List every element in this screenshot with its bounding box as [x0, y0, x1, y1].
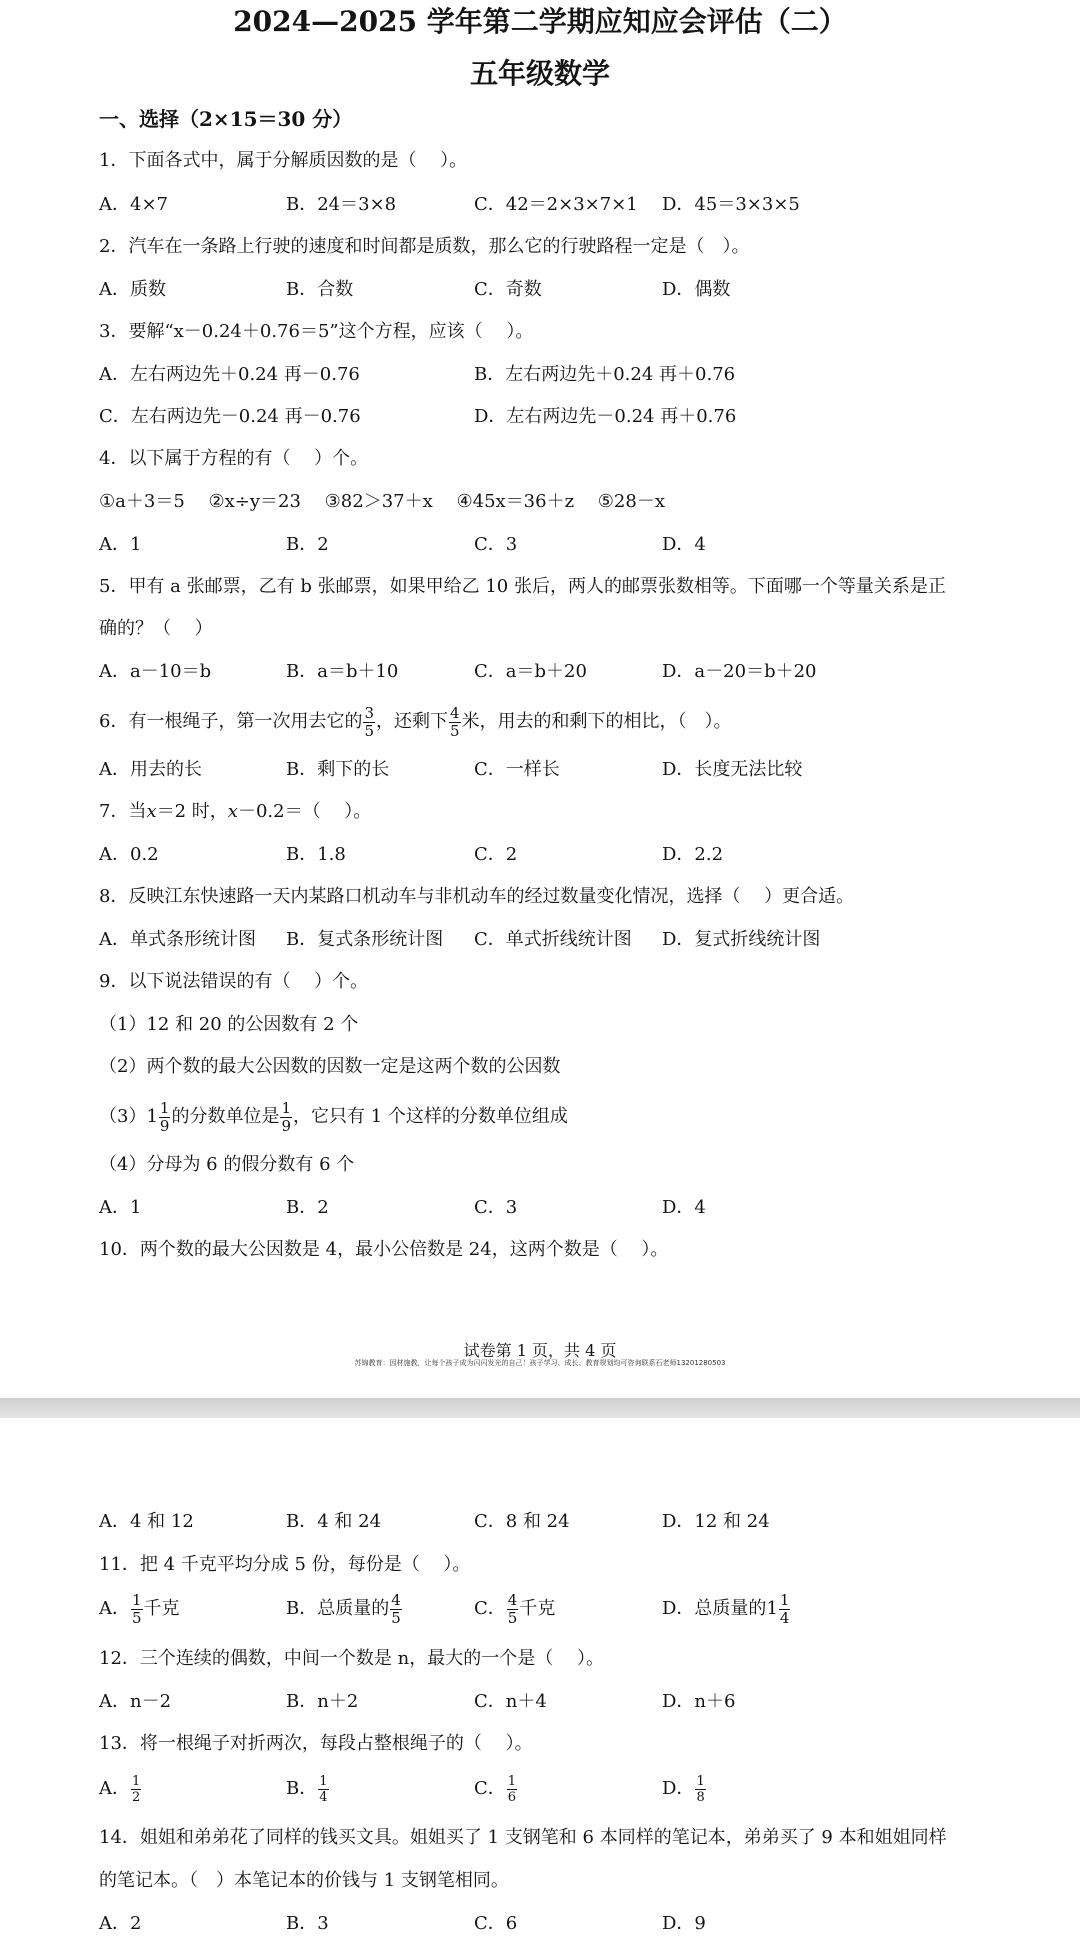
question-2: 2．汽车在一条路上行驶的速度和时间都是质数，那么它的行驶路程一定是（ ）。 [99, 236, 750, 257]
q6-frac1-denominator: 5 [364, 721, 374, 740]
q11-c-unit: 千克 [519, 1598, 556, 1619]
q12-option-c: C．n＋4 [474, 1691, 547, 1712]
q6-option-c: C．一样长 [474, 759, 560, 780]
exam-title: 2024—2025 学年第二学期应知应会评估（二） [233, 5, 847, 38]
q9-s3-unit-fraction [280, 1100, 292, 1135]
question-6 [99, 702, 732, 742]
q4-items: ①a＋3＝5 ②x÷y＝23 ③82＞37＋x ④45x＝36＋z ⑤28－x [99, 491, 665, 512]
q9-s3-mixed-fraction [159, 1100, 171, 1135]
q3-option-a: A．左右两边先＋0.24 再－0.76 [99, 364, 360, 385]
q13-option-d [662, 1769, 707, 1809]
exam-subtitle: 五年级数学 [469, 57, 610, 90]
q7-option-b: B．1.8 [286, 844, 346, 865]
q11-option-b [286, 1589, 403, 1629]
q6-frac2-numerator: 4 [450, 703, 460, 722]
q2-option-a: A．质数 [99, 279, 166, 300]
q13-c-numerator: 1 [507, 1773, 517, 1789]
q11-d-whole: 1 [766, 1598, 778, 1619]
q13-b-label: B． [286, 1778, 318, 1799]
q9-s3-unit-denominator: 9 [281, 1116, 291, 1135]
q6-frac1-numerator: 3 [364, 703, 374, 722]
q11-a-label: A． [99, 1598, 130, 1619]
q5-option-a: A．a－10＝b [99, 661, 212, 682]
q9-option-a: A．1 [99, 1197, 142, 1218]
q13-a-label: A． [99, 1778, 130, 1799]
q13-b-numerator: 1 [319, 1773, 328, 1789]
q6-option-b: B．剩下的长 [286, 759, 390, 780]
question-14-line-2: 的笔记本。（ ）本笔记本的价钱与 1 支钢笔相同。 [99, 1870, 509, 1891]
q13-option-a [99, 1769, 142, 1809]
question-12: 12．三个连续的偶数，中间一个数是 n，最大的一个是（ ）。 [99, 1648, 604, 1669]
page-footnote: 苏锦教育：因材施教，让每个孩子成为闪闪发光的自己！孩子学习、成长、教育规划均可咨询联系石老师13201280503 [354, 1359, 726, 1367]
q2-option-b: B．合数 [286, 279, 354, 300]
q8-option-b: B．复式条形统计图 [286, 929, 444, 950]
question-3: 3．要解“x－0.24＋0.76＝5”这个方程，应该（ ）。 [99, 321, 534, 342]
q13-a-numerator: 1 [132, 1773, 141, 1789]
q6-option-a: A．用去的长 [99, 759, 202, 780]
q13-a-fraction [131, 1774, 141, 1805]
q9-s3-mixed-whole: 1 [146, 1106, 158, 1127]
q12-option-d: D．n＋6 [662, 1691, 736, 1712]
question-5-line-2: 确的？（ ） [99, 618, 213, 639]
q9-option-d: D．4 [662, 1197, 706, 1218]
q6-option-d: D．长度无法比较 [662, 759, 803, 780]
q4-option-c: C．3 [474, 534, 518, 555]
q13-option-c [474, 1769, 518, 1809]
q7-option-d: D．2.2 [662, 844, 724, 865]
q10-option-c: C．8 和 24 [474, 1511, 570, 1532]
q3-option-c: C．左右两边先－0.24 再－0.76 [99, 406, 361, 427]
q1-option-b: B．24＝3×8 [286, 194, 397, 215]
section-heading: 一、选择（2×15＝30 分） [99, 107, 353, 131]
q7-variable-x-2: x [227, 801, 238, 822]
question-4: 4．以下属于方程的有（ ）个。 [99, 448, 369, 469]
q7-variable-x: x [146, 801, 157, 822]
question-14-line-1: 14．姐姐和弟弟花了同样的钱买文具。姐姐买了 1 支钢笔和 6 本同样的笔记本，弟弟买了 9 本和姐姐同样 [99, 1827, 947, 1848]
q14-option-b: B．3 [286, 1913, 329, 1934]
q4-option-d: D．4 [662, 534, 706, 555]
q9-s3-unit-numerator: 1 [281, 1098, 291, 1117]
q9-s3-text-a: （3） [99, 1106, 147, 1127]
q9-statement-4: （4）分母为 6 的假分数有 6 个 [99, 1154, 355, 1175]
q11-c-fraction [507, 1592, 519, 1627]
q11-b-label: B．总质量的 [286, 1598, 390, 1619]
q13-d-fraction [695, 1774, 705, 1805]
q3-option-b: B．左右两边先＋0.24 再＋0.76 [474, 364, 736, 385]
q7-text-a: 7．当 [99, 801, 147, 822]
q8-option-d: D．复式折线统计图 [662, 929, 821, 950]
q8-option-c: C．单式折线统计图 [474, 929, 632, 950]
q11-a-denominator: 5 [132, 1608, 142, 1627]
q5-option-c: C．a＝b＋20 [474, 661, 587, 682]
q7-text-b: ＝2 时， [156, 801, 228, 822]
q11-d-denominator: 4 [779, 1608, 790, 1627]
q13-c-label: C． [474, 1778, 506, 1799]
q7-option-c: C．2 [474, 844, 518, 865]
q1-option-c: C．42＝2×3×7×1 [474, 194, 638, 215]
q9-option-b: B．2 [286, 1197, 329, 1218]
q14-option-c: C．6 [474, 1913, 518, 1934]
q10-option-d: D．12 和 24 [662, 1511, 770, 1532]
q9-s3-text-c: ，它只有 1 个这样的分数单位组成 [293, 1106, 568, 1127]
q9-statement-1: （1）12 和 20 的公因数有 2 个 [99, 1014, 359, 1035]
question-10: 10．两个数的最大公因数是 4，最小公倍数是 24，这两个数是（ ）。 [99, 1239, 669, 1260]
q9-s3-mixed-denominator: 9 [159, 1116, 170, 1135]
q13-c-fraction [507, 1774, 517, 1805]
q8-option-a: A．单式条形统计图 [99, 929, 256, 950]
q11-option-d [662, 1589, 791, 1629]
q6-text-a: 6．有一根绳子，第一次用去它的 [99, 711, 363, 732]
q11-b-numerator: 4 [391, 1590, 401, 1609]
question-5-line-1: 5．甲有 a 张邮票，乙有 b 张邮票，如果甲给乙 10 张后，两人的邮票张数相等。下面哪一个等量关系是正 [99, 576, 946, 597]
q1-option-a: A．4×7 [99, 194, 168, 215]
question-1: 1．下面各式中，属于分解质因数的是（ ）。 [99, 150, 468, 171]
q14-option-a: A．2 [99, 1913, 142, 1934]
q11-a-unit: 千克 [143, 1598, 180, 1619]
question-13: 13．将一根绳子对折两次，每段占整根绳子的（ ）。 [99, 1733, 533, 1754]
q9-statement-3 [99, 1097, 568, 1137]
q11-option-a [99, 1589, 180, 1629]
q11-a-numerator: 1 [132, 1590, 142, 1609]
q3-option-d: D．左右两边先－0.24 再＋0.76 [474, 406, 737, 427]
page-footer: 试卷第 1 页，共 4 页 [463, 1341, 617, 1360]
q11-b-denominator: 5 [391, 1608, 401, 1627]
q13-b-denominator: 4 [319, 1789, 328, 1805]
q14-option-d: D．9 [662, 1913, 706, 1934]
q13-a-denominator: 2 [132, 1789, 141, 1805]
q6-fraction-2 [449, 705, 461, 740]
q13-d-denominator: 8 [696, 1789, 705, 1805]
q11-b-fraction [390, 1592, 402, 1627]
q7-text-c: －0.2＝（ ）。 [237, 801, 372, 822]
q9-statement-2: （2）两个数的最大公因数的因数一定是这两个数的公因数 [99, 1056, 561, 1077]
q9-s3-mixed-numerator: 1 [159, 1098, 170, 1117]
q6-fraction-1 [363, 705, 375, 740]
question-11: 11．把 4 千克平均分成 5 份，每份是（ ）。 [99, 1554, 471, 1575]
q13-c-denominator: 6 [507, 1789, 517, 1805]
q11-d-label: D．总质量的 [662, 1598, 767, 1619]
page-separator [0, 1398, 1080, 1418]
q11-option-c [474, 1589, 555, 1629]
q11-d-numerator: 1 [779, 1590, 790, 1609]
q9-option-c: C．3 [474, 1197, 518, 1218]
q4-option-a: A．1 [99, 534, 142, 555]
q10-option-b: B．4 和 24 [286, 1511, 382, 1532]
q1-option-d: D．45＝3×3×5 [662, 194, 800, 215]
q13-b-fraction [318, 1774, 328, 1805]
question-7 [99, 800, 371, 824]
q2-option-d: D．偶数 [662, 279, 731, 300]
q13-d-label: D． [662, 1778, 695, 1799]
q2-option-c: C．奇数 [474, 279, 542, 300]
q6-text-b: ，还剩下 [376, 711, 448, 732]
q11-c-denominator: 5 [507, 1608, 518, 1627]
q12-option-b: B．n＋2 [286, 1691, 359, 1712]
q6-frac2-denominator: 5 [450, 721, 460, 740]
q11-d-fraction [779, 1592, 791, 1627]
q10-option-a: A．4 和 12 [99, 1511, 194, 1532]
q5-option-d: D．a－20＝b＋20 [662, 661, 817, 682]
q5-option-b: B．a＝b＋10 [286, 661, 399, 682]
question-9: 9．以下说法错误的有（ ）个。 [99, 971, 369, 992]
q9-s3-text-b: 的分数单位是 [171, 1106, 280, 1127]
q11-a-fraction [131, 1592, 143, 1627]
exam-page-2 [0, 1418, 1080, 1941]
q13-d-numerator: 1 [696, 1773, 705, 1789]
q4-option-b: B．2 [286, 534, 329, 555]
q11-c-label: C． [474, 1598, 506, 1619]
q6-text-c: 米，用去的和剩下的相比，（ ）。 [461, 711, 732, 732]
q7-option-a: A．0.2 [99, 844, 159, 865]
q11-c-numerator: 4 [507, 1590, 518, 1609]
q12-option-a: A．n－2 [99, 1691, 172, 1712]
q13-option-b [286, 1769, 330, 1809]
question-8: 8．反映江东快速路一天内某路口机动车与非机动车的经过数量变化情况，选择（ ）更合适。 [99, 886, 855, 907]
